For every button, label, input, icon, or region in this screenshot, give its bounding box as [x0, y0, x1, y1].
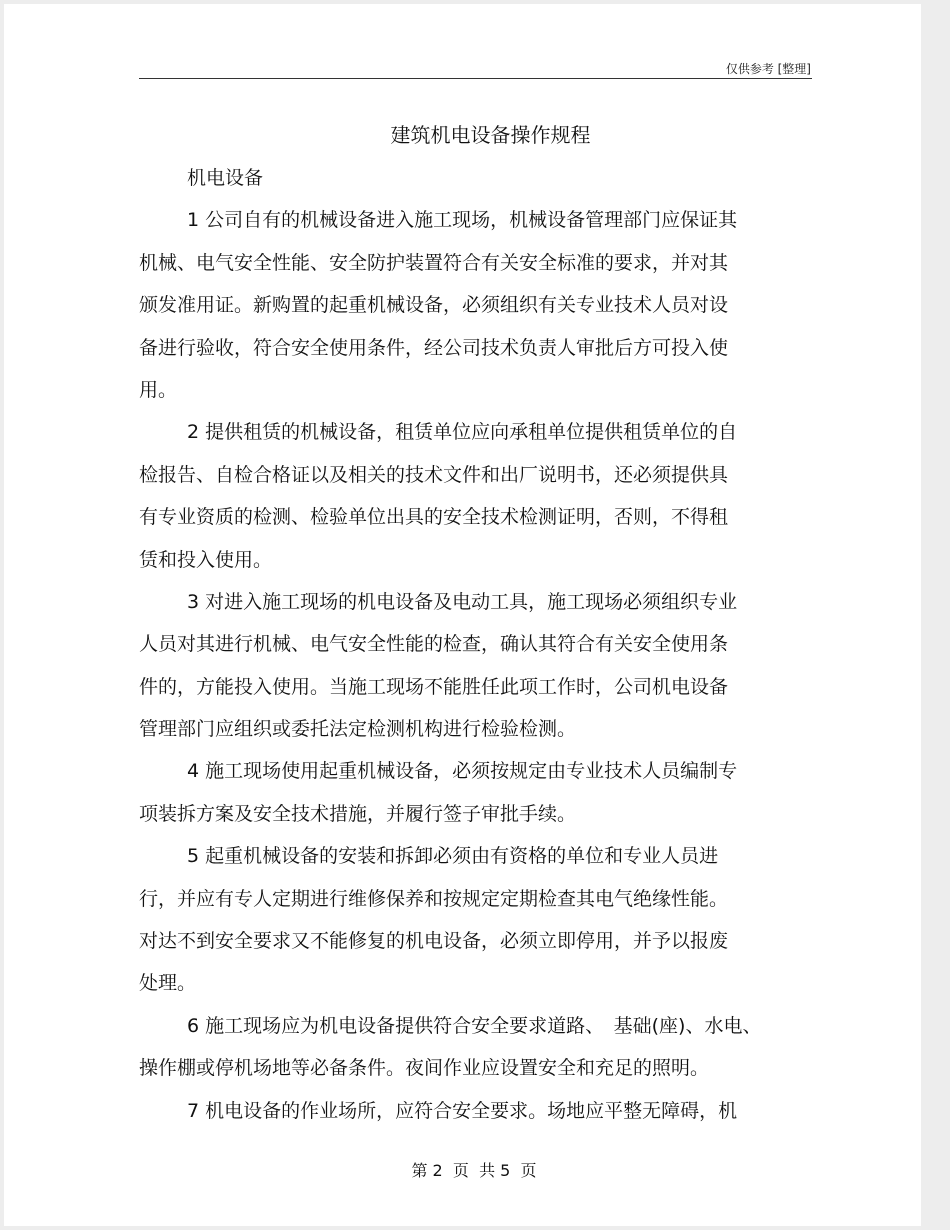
paragraph-line: 颁发准用证。新购置的起重机械设备，必须组织有关专业技术人员对设 [139, 294, 729, 317]
paragraph-line: 检报告、自检合格证以及相关的技术文件和出厂说明书，还必须提供具 [139, 463, 729, 486]
paragraph-line: 4 施工现场使用起重机械设备，必须按规定由专业技术人员编制专 [187, 760, 738, 783]
paragraph-line: 机械、电气安全性能、安全防护装置符合有关安全标准的要求，并对其 [139, 251, 729, 274]
paragraph-line: 赁和投入使用。 [139, 548, 273, 571]
paragraph-1 [139, 199, 819, 411]
paragraph-line: 操作棚或停机场地等必备条件。夜间作业应设置安全和充足的照明。 [139, 1057, 710, 1080]
paragraph-line: 人员对其进行机械、电气安全性能的检查，确认其符合有关安全使用条 [139, 633, 729, 656]
paragraph-line: 有专业资质的检测、检验单位出具的安全技术检测证明，否则，不得租 [139, 506, 729, 529]
paragraph-line: 备进行验收，符合安全使用条件，经公司技术负责人审批后方可投入使 [139, 336, 729, 359]
header-note: 仅供参考 [整理] [725, 62, 811, 76]
paragraph-3 [139, 581, 819, 751]
paragraph-line: 行，并应有专人定期进行维修保养和按规定定期检查其电气绝缘性能。 [139, 887, 729, 910]
paragraph-line: 件的，方能投入使用。当施工现场不能胜任此项工作时，公司机电设备 [139, 675, 729, 698]
paragraph-line: 7 机电设备的作业场所，应符合安全要求。场地应平整无障碍，机 [187, 1099, 738, 1122]
document-title: 建筑机电设备操作规程 [390, 123, 591, 147]
document-page [4, 4, 921, 1226]
paragraph-line: 1 公司自有的机械设备进入施工现场，机械设备管理部门应保证其 [187, 209, 738, 232]
paragraph-7 [139, 1090, 819, 1132]
paragraph-line: 项装拆方案及安全技术措施，并履行签子审批手续。 [139, 802, 577, 825]
paragraph-line: 2 提供租赁的机械设备，租赁单位应向承租单位提供租赁单位的自 [187, 421, 738, 444]
paragraph-2 [139, 411, 819, 581]
paragraph-line: 用。 [139, 378, 178, 401]
paragraph-6 [139, 1005, 819, 1090]
paragraph-line: 处理。 [139, 972, 197, 995]
document-body [139, 157, 819, 1132]
paragraph-line: 6 施工现场应为机电设备提供符合安全要求道路、 基础(座)、水电、 [187, 1014, 762, 1037]
paragraph-line: 3 对进入施工现场的机电设备及电动工具，施工现场必须组织专业 [187, 590, 738, 613]
page-footer: 第 2 页 共 5 页 [411, 1161, 537, 1180]
header-divider [139, 78, 812, 79]
paragraph-5 [139, 835, 819, 1005]
paragraph-line: 管理部门应组织或委托法定检测机构进行检验检测。 [139, 718, 577, 741]
paragraph-line: 对达不到安全要求又不能修复的机电设备，必须立即停用，并予以报废 [139, 930, 729, 953]
paragraph-line: 5 起重机械设备的安装和拆卸必须由有资格的单位和专业人员进 [187, 845, 719, 868]
section-heading: 机电设备 [187, 167, 264, 189]
paragraph-4 [139, 750, 819, 835]
